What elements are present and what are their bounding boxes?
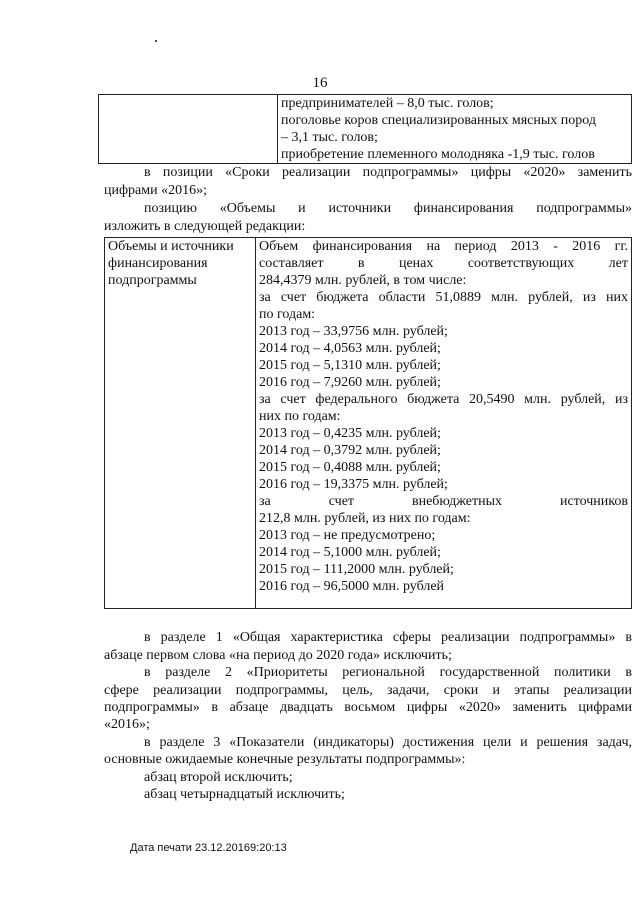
table-top-right-cell xyxy=(278,95,632,164)
text-line: 2016 год – 19,3375 млн. рублей; xyxy=(259,477,448,492)
paragraph-line: изложить в следующей редакции: xyxy=(104,219,306,234)
text-line: за счет федерального бюджета 20,5490 млн. рублей, из xyxy=(259,392,628,407)
print-date-footer: Дата печати 23.12.20169:20:13 xyxy=(130,842,287,854)
text-line: подпрограммы xyxy=(108,273,197,288)
paragraph-line: цифрами «2016»; xyxy=(104,183,208,198)
text-line: за счет бюджета области 51,0889 млн. рублей, из них xyxy=(259,290,628,305)
text-line: приобретение племенного молодняка -1,9 тыс. голов xyxy=(281,147,595,162)
text-line: поголовье коров специализированных мясных пород xyxy=(281,113,596,128)
text-line: 2015 год – 0,4088 млн. рублей; xyxy=(259,460,441,475)
text-line: составляет в ценах соответствующих лет xyxy=(259,256,628,271)
table-top xyxy=(98,94,632,164)
text-line: 2016 год – 7,9260 млн. рублей; xyxy=(259,375,441,390)
text-line: 2013 год – 0,4235 млн. рублей; xyxy=(259,426,441,441)
paragraph-line: позицию «Объемы и источники финансирования подпрограммы» xyxy=(144,201,632,216)
paragraph-line: в разделе 2 «Приоритеты региональной государственной политики в xyxy=(144,665,632,680)
paragraph-line: сфере реализации подпрограммы, цель, задачи, сроки и этапы реализации xyxy=(104,683,632,698)
text-line: 2014 год – 5,1000 млн. рублей; xyxy=(259,545,441,560)
text-line: них по годам: xyxy=(259,409,341,424)
text-line: 2014 год – 0,3792 млн. рублей; xyxy=(259,443,441,458)
text-line: Объемы и источники xyxy=(108,239,234,254)
paragraph-line: в разделе 1 «Общая характеристика сферы реализации подпрограммы» в xyxy=(144,630,632,645)
table-main xyxy=(104,237,632,609)
text-line: 2013 год – не предусмотрено; xyxy=(259,528,436,543)
text-line: 2014 год – 4,0563 млн. рублей; xyxy=(259,341,441,356)
paragraph-line: в позиции «Сроки реализации подпрограммы» цифры «2020» заменить xyxy=(144,165,632,180)
paragraph-line: «2016»; xyxy=(104,717,150,732)
paragraph-line: абзац четырнадцатый исключить; xyxy=(144,787,345,802)
text-line: 212,8 млн. рублей, из них по годам: xyxy=(259,511,471,526)
text-line: – 3,1 тыс. голов; xyxy=(281,130,378,145)
text-line: предпринимателей – 8,0 тыс. голов; xyxy=(281,96,494,111)
paragraph-line: в разделе 3 «Показатели (индикаторы) достижения цели и решения задач, xyxy=(144,735,632,750)
text-line: 2015 год – 111,2000 млн. рублей; xyxy=(259,562,454,577)
table-top-left-cell xyxy=(99,95,278,164)
paragraph-line: абзаце первом слова «на период до 2020 года» исключить; xyxy=(104,648,452,663)
table-main-left-cell xyxy=(105,238,256,609)
scan-speck xyxy=(155,40,157,42)
text-line: финансирования xyxy=(108,256,208,271)
table-main-right-cell xyxy=(256,238,632,609)
text-line: Объем финансирования на период 2013 - 2016 гг. xyxy=(259,239,628,254)
paragraph-line: абзац второй исключить; xyxy=(144,770,293,785)
text-line: за счет внебюджетных источников xyxy=(259,494,628,509)
paragraph-line: основные ожидаемые конечные результаты подпрограммы»: xyxy=(104,752,466,767)
text-line: 2013 год – 33,9756 млн. рублей; xyxy=(259,324,448,339)
text-line: по годам: xyxy=(259,307,316,322)
paragraph-line: подпрограммы» в абзаце двадцать восьмом цифры «2020» заменить цифрами xyxy=(104,700,632,715)
text-line: 2016 год – 96,5000 млн. рублей xyxy=(259,579,445,594)
text-line: 2015 год – 5,1310 млн. рублей; xyxy=(259,358,441,373)
text-line: 284,4379 млн. рублей, в том числе: xyxy=(259,273,467,288)
page-number: 16 xyxy=(312,75,328,91)
